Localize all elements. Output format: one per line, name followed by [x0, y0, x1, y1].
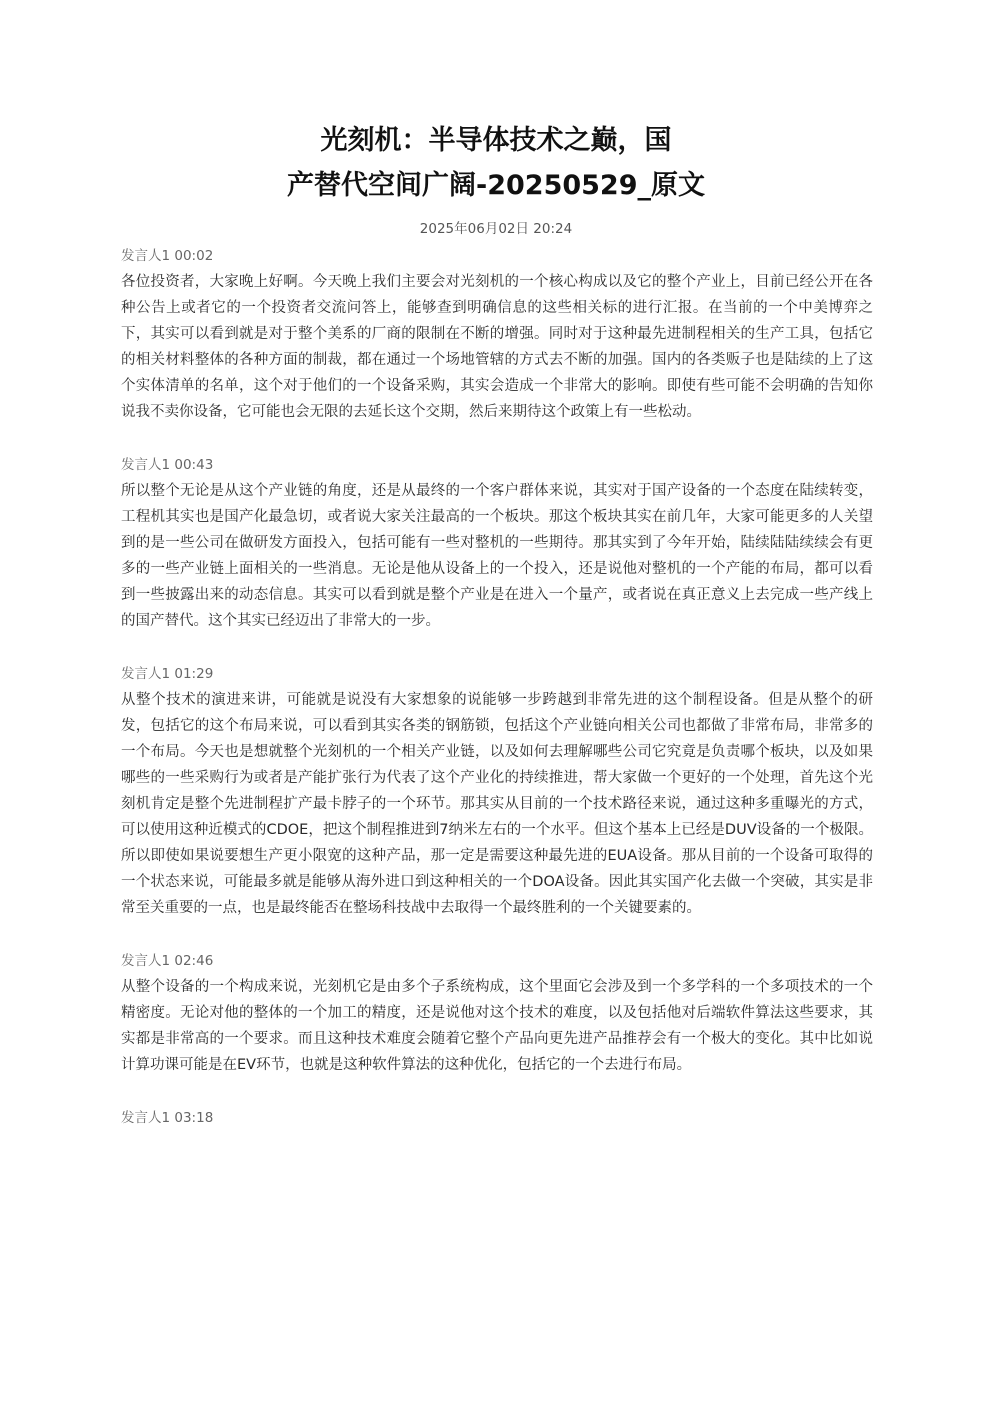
transcript-body — [121, 243, 873, 1158]
document-title — [0, 118, 992, 208]
transcript-paragraph: 所以整个无论是从这个产业链的角度，还是从最终的一个客户群体来说，其实对于国产设备的一个态度在陆续转变，工程机其实也是国产化最急切，或者说大家关注最高的一个板块。那这个板块其实在前几年，大家可能更多的人关望到的是一些公司在做研发方面投入，包括可能有一些对整机的一些期待。那其实到了今年开始，陆续陆陆续续会有更多的一些产业链上面相关的一些消息。无论是他从设备上的一个投入，还是说他对整机的一个产能的布局，都可以看到一些披露出来的动态信息。其实可以看到就是整个产业是在进入一个量产，或者说在真正意义上去完成一些产线上的国产替代。这个其实已经迈出了非常大的一步。 — [121, 483, 873, 629]
transcript-section — [121, 1105, 873, 1131]
transcript-paragraph: 从整个技术的演进来讲，可能就是说没有大家想象的说能够一步跨越到非常先进的这个制程设备。但是从整个的研发，包括它的这个布局来说，可以看到其实各类的钢筋锁，包括这个产业链向相关公司也都做了非常布局，非常多的一个布局。今天也是想就整个光刻机的一个相关产业链，以及如何去理解哪些公司它究竟是负责哪个板块，以及如果哪些的一些采购行为或者是产能扩张行为代表了这个产业化的持续推进，帮大家做一个更好的一个处理，首先这个光刻机肯定是整个先进制程扩产最卡脖子的一个环节。那其实从目前的一个技术路径来说，通过这种多重曝光的方式，可以使用这种近模式的CDOE，把这个制程推进到7纳米左右的一个水平。但这个基本上已经是DUV设备的一个极限。所以即使如果说要想生产更小限宽的这种产品，那一定是需要这种最先进的EUA设备。那从目前的一个设备可取得的一个状态来说，可能最多就是能够从海外进口到这种相关的一个DOA设备。因此其实国产化去做一个突破，其实是非常至关重要的一点，也是最终能否在整场科技战中去取得一个最终胜利的一个关键要素的。 — [121, 692, 873, 916]
speaker-timestamp: 发言人1 00:43 — [121, 457, 214, 473]
transcript-section — [121, 452, 873, 634]
transcript-paragraph: 从整个设备的一个构成来说，光刻机它是由多个子系统构成，这个里面它会涉及到一个多学科的一个多项技术的一个精密度。无论对他的整体的一个加工的精度，还是说他对这个技术的难度，以及包括他对后端软件算法这些要求，其实都是非常高的一个要求。而且这种技术难度会随着它整个产品向更先进产品推荐会有一个极大的变化。其中比如说计算功课可能是在EV环节，也就是这种软件算法的这种优化，包括它的一个去进行布局。 — [121, 979, 873, 1073]
speaker-timestamp: 发言人1 00:02 — [121, 248, 214, 264]
speaker-timestamp: 发言人1 03:18 — [121, 1110, 214, 1126]
speaker-timestamp: 发言人1 01:29 — [121, 666, 214, 682]
transcript-section — [121, 948, 873, 1078]
transcript-section — [121, 243, 873, 425]
transcript-paragraph: 各位投资者，大家晚上好啊。今天晚上我们主要会对光刻机的一个核心构成以及它的整个产业上，目前已经公开在各种公告上或者它的一个投资者交流问答上，能够查到明确信息的这些相关标的进行汇报。在当前的一个中美博弈之下，其实可以看到就是对于整个美系的厂商的限制在不断的增强。同时对于这种最先进制程相关的生产工具，包括它的相关材料整体的各种方面的制裁，都在通过一个场地管辖的方式去不断的加强。国内的各类贩子也是陆续的上了这个实体清单的名单，这个对于他们的一个设备采购，其实会造成一个非常大的影响。即使有些可能不会明确的告知你说我不卖你设备，它可能也会无限的去延长这个交期，然后来期待这个政策上有一些松动。 — [121, 274, 873, 420]
document-date: 2025年06月02日 20:24 — [419, 221, 573, 237]
title-line-2: 产替代空间广阔-20250529_原文 — [287, 170, 705, 201]
title-line-1: 光刻机：半导体技术之巅，国 — [320, 125, 672, 156]
transcript-section — [121, 661, 873, 921]
speaker-timestamp: 发言人1 02:46 — [121, 953, 214, 969]
